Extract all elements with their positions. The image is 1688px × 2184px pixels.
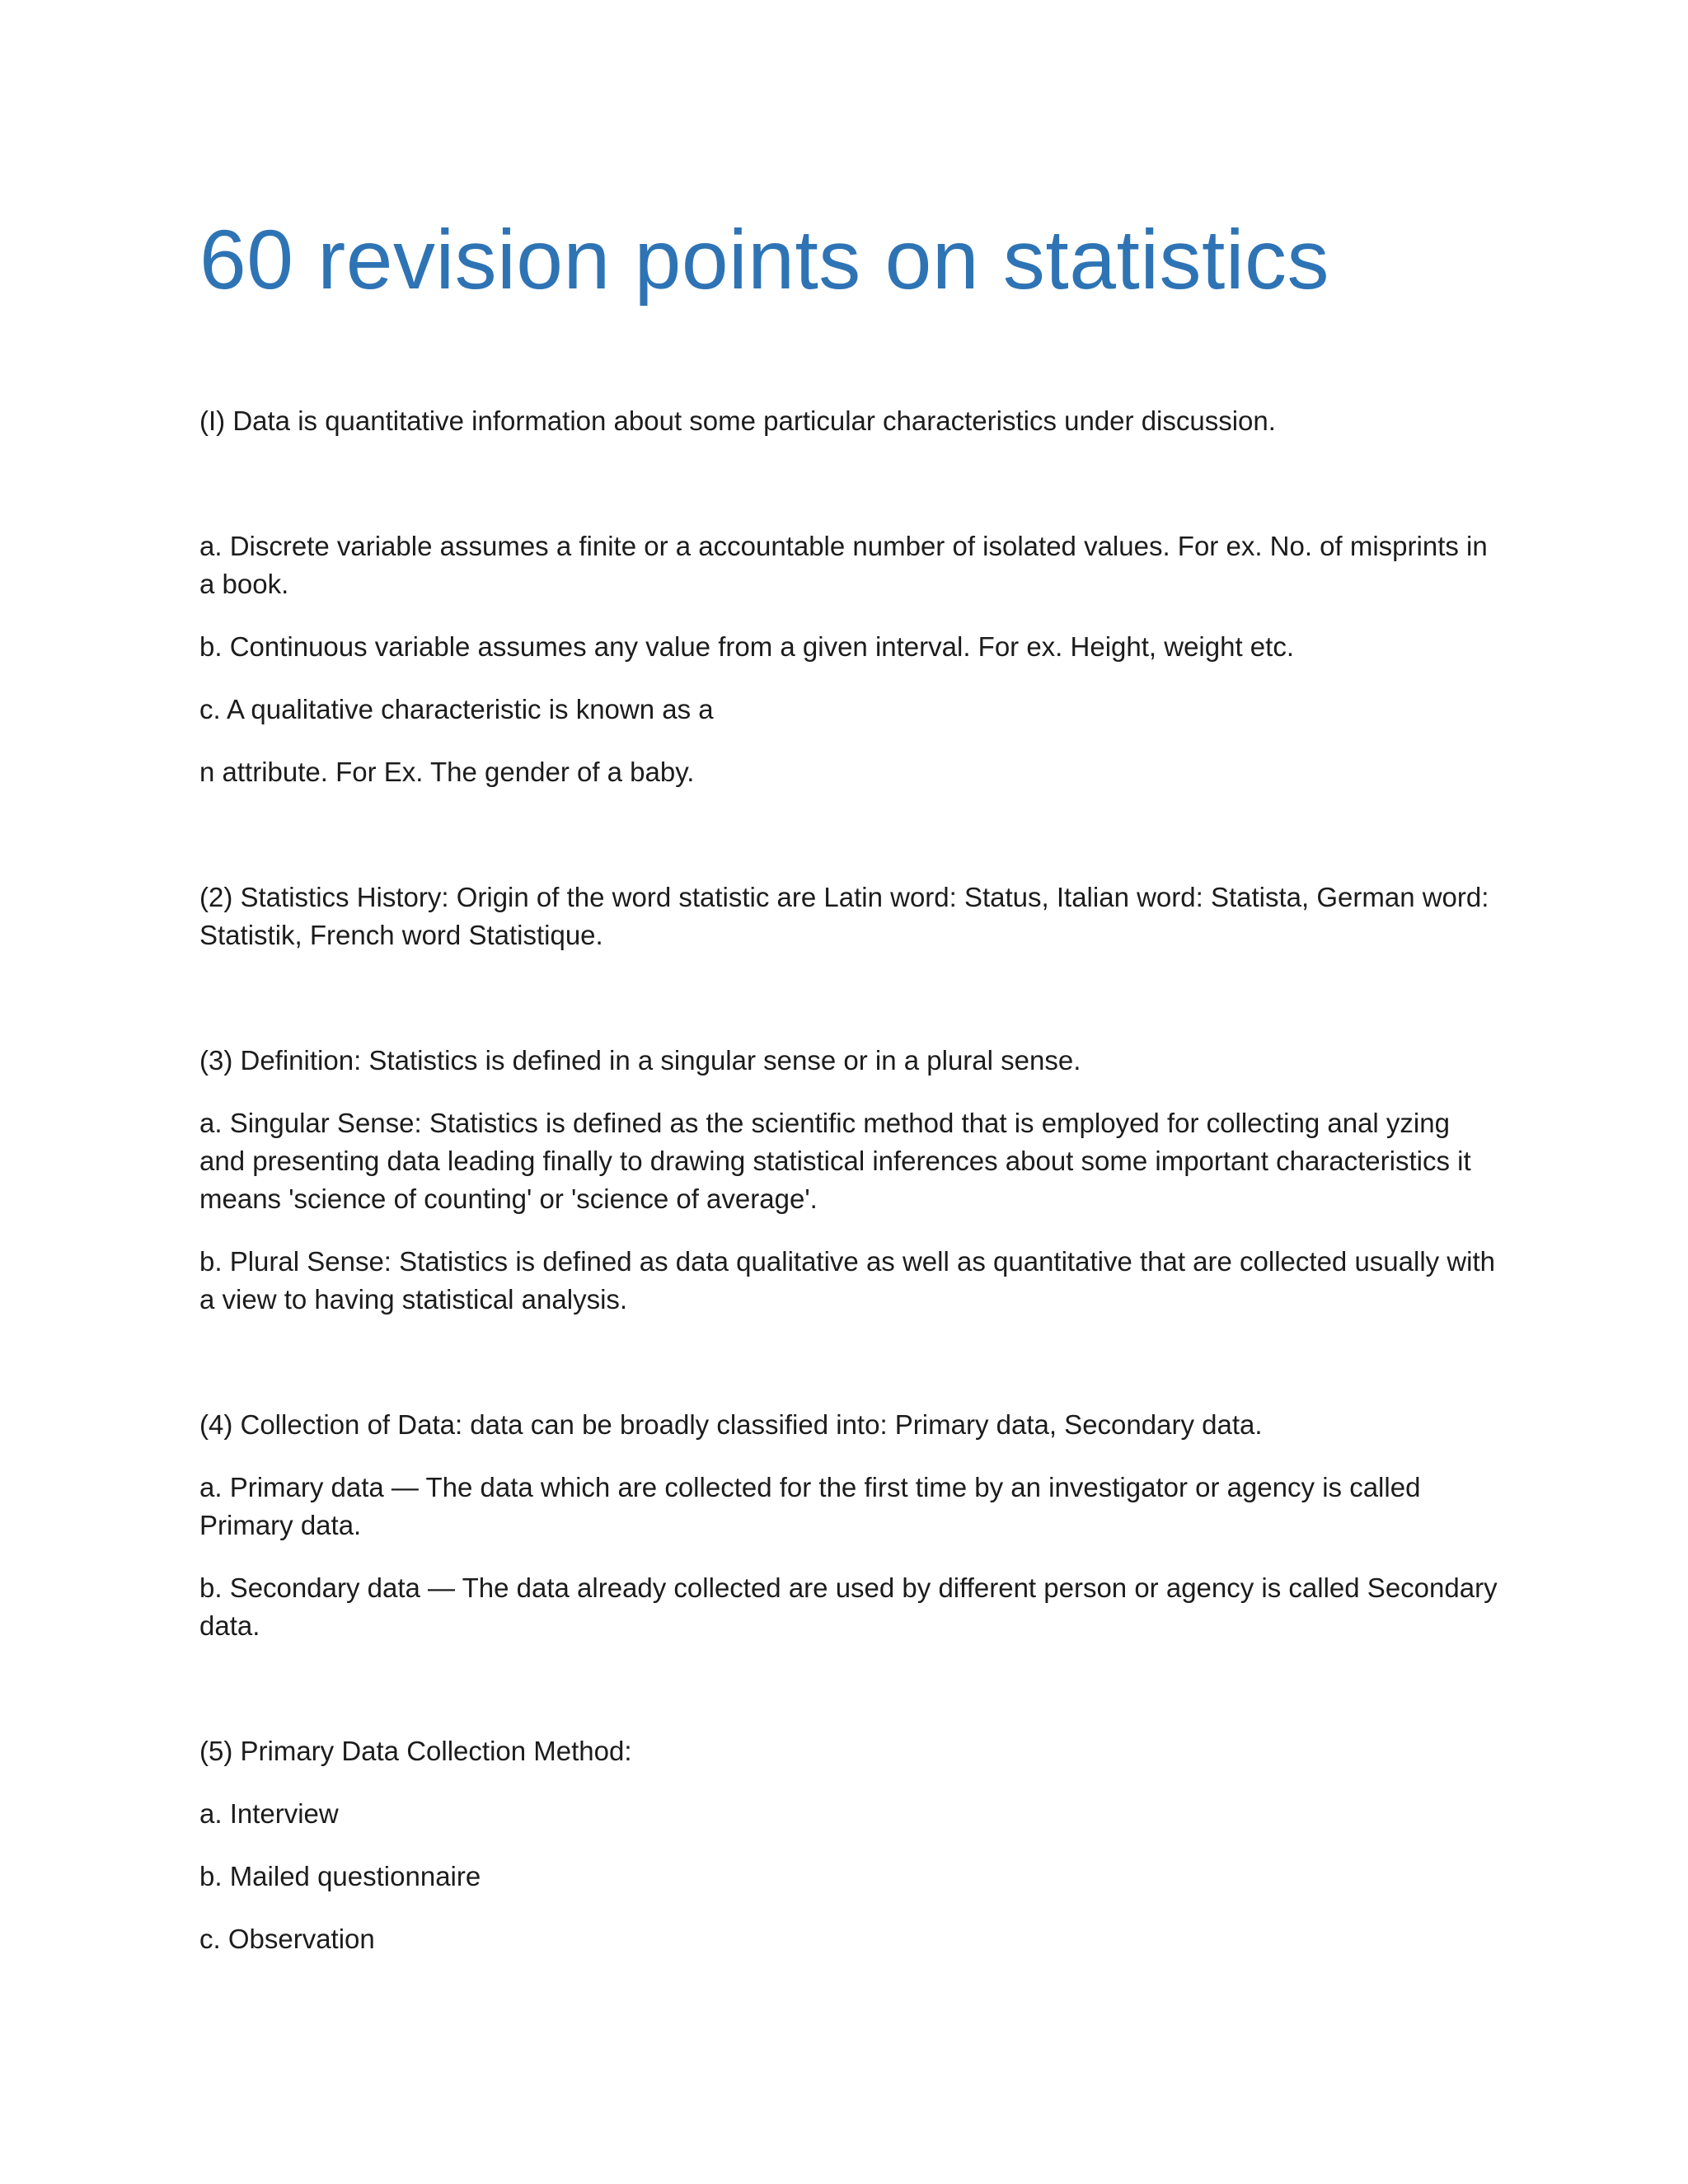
section-1-item-c-line2: n attribute. For Ex. The gender of a baby.	[199, 757, 695, 787]
section-4-intro: (4) Collection of Data: data can be broadly classified into: Primary data, Secondary data.	[199, 1409, 1263, 1440]
section-1-item-b: b. Continuous variable assumes any value from a given interval. For ex. Height, weight etc.	[199, 631, 1294, 662]
section-3-intro: (3) Definition: Statistics is defined in a singular sense or in a plural sense.	[199, 1045, 1081, 1076]
section-5-item-c: c. Observation	[199, 1924, 375, 1954]
section-5-intro: (5) Primary Data Collection Method:	[199, 1736, 632, 1766]
section-2-intro: (2) Statistics History: Origin of the word statistic are Latin word: Status, Italian word: Statista, German word: Statistik, French word Statistique.	[199, 882, 1489, 950]
page-title: 60 revision points on statistics	[199, 213, 1329, 307]
document-body	[199, 206, 1502, 1958]
section-3-item-a: a. Singular Sense: Statistics is defined as the scientific method that is employed for collecting anal yzing and presenting data leading finally to drawing statistical inferences about some important characteristics it means 'science of counting' or 'science of average'.	[199, 1108, 1471, 1214]
section-5-item-b: b. Mailed questionnaire	[199, 1861, 481, 1891]
section-1-item-c-line1: c. A qualitative characteristic is known as a	[199, 694, 714, 724]
section-5-item-a: a. Interview	[199, 1798, 339, 1829]
section-4-item-a: a. Primary data — The data which are collected for the first time by an investigator or agency is called Primary data.	[199, 1472, 1421, 1540]
section-1-intro: (I) Data is quantitative information about some particular characteristics under discussion.	[199, 405, 1276, 436]
section-3-item-b: b. Plural Sense: Statistics is defined as data qualitative as well as quantitative that are collected usually with a view to having statistical analysis.	[199, 1246, 1496, 1315]
section-1-item-a: a. Discrete variable assumes a finite or a accountable number of isolated values. For ex. No. of misprints in a book.	[199, 531, 1488, 599]
section-4-item-b: b. Secondary data — The data already collected are used by different person or agency is called Secondary data.	[199, 1572, 1498, 1641]
